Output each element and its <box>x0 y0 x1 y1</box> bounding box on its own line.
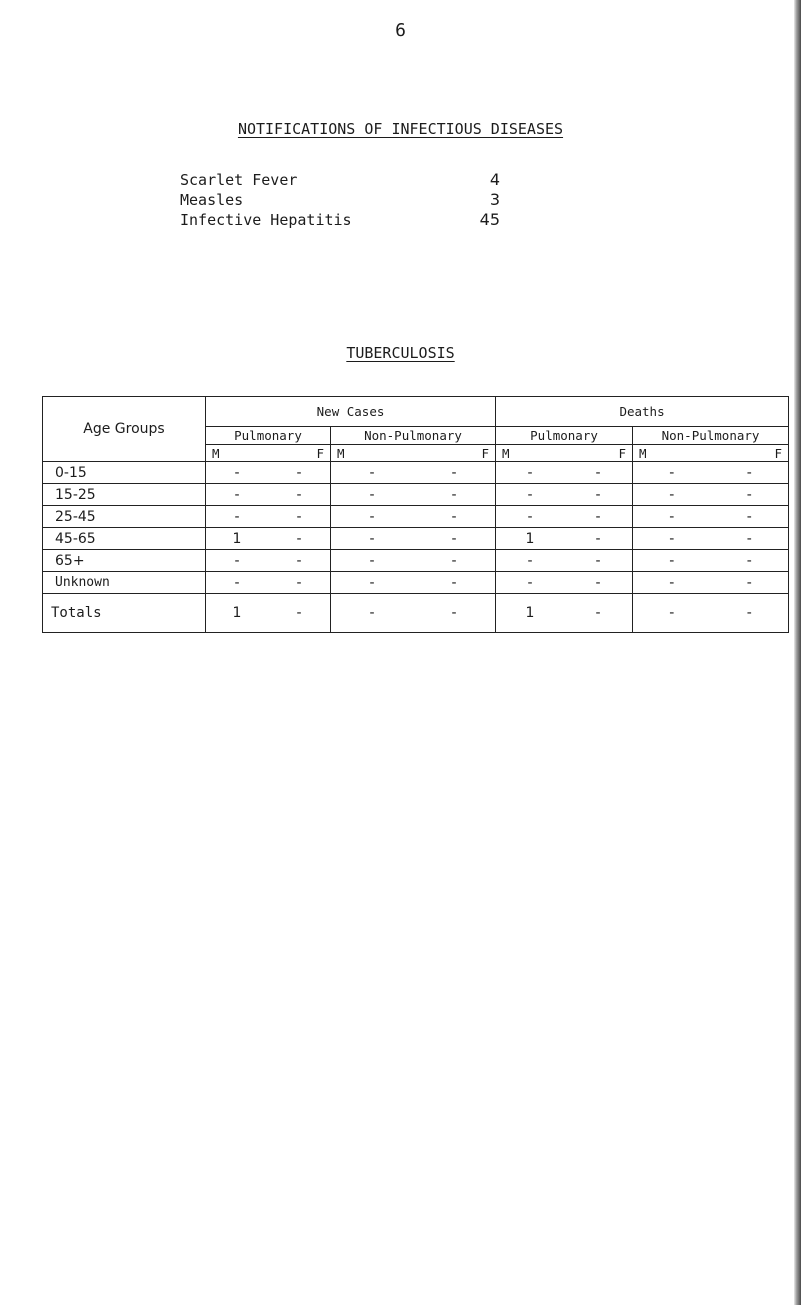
disease-name: Infective Hepatitis <box>180 211 352 229</box>
table-row <box>43 462 789 484</box>
male-label: M <box>212 445 220 461</box>
value-f: - <box>595 605 601 621</box>
deaths-header: Deaths <box>496 397 789 427</box>
value-m: - <box>369 574 375 591</box>
value-f: - <box>746 574 752 591</box>
list-item <box>180 210 500 230</box>
male-label: M <box>639 445 647 461</box>
male-label: M <box>502 445 510 461</box>
new-pulmonary-cell <box>206 528 331 550</box>
value-f: - <box>296 552 302 569</box>
new-non-pulmonary-cell <box>331 506 496 528</box>
scan-edge-shadow <box>794 0 801 1305</box>
value-f: - <box>296 508 302 525</box>
table-row <box>43 528 789 550</box>
new-pulmonary-cell <box>206 594 331 633</box>
tuberculosis-title: TUBERCULOSIS <box>346 344 455 362</box>
value-m: - <box>669 464 675 481</box>
value-m: - <box>669 574 675 591</box>
value-f: - <box>296 486 302 503</box>
value-m: - <box>369 552 375 569</box>
value-f: - <box>746 486 752 503</box>
new-non-pulmonary-cell <box>331 572 496 594</box>
value-f: - <box>451 530 457 547</box>
deaths-non-pulmonary-cell <box>633 594 789 633</box>
deaths-pulmonary-cell <box>496 594 633 633</box>
value-f: - <box>746 605 752 621</box>
deaths-pulmonary-cell <box>496 484 633 506</box>
new-non-pulmonary-cell <box>331 550 496 572</box>
value-m: - <box>669 605 675 621</box>
age-group-label: 65+ <box>43 550 206 572</box>
value-f: - <box>746 464 752 481</box>
new-pulmonary-cell <box>206 550 331 572</box>
sex-header <box>206 445 331 462</box>
new-pulmonary-cell <box>206 572 331 594</box>
list-item <box>180 170 500 190</box>
value-f: - <box>451 552 457 569</box>
table-row <box>43 572 789 594</box>
deaths-pulmonary-cell <box>496 572 633 594</box>
value-f: - <box>296 605 302 621</box>
value-m: 1 <box>525 605 535 621</box>
deaths-pulmonary-cell <box>496 506 633 528</box>
new-non-pulmonary-cell <box>331 528 496 550</box>
age-group-label: 15-25 <box>43 484 206 506</box>
value-m: - <box>669 486 675 503</box>
new-non-pulmonary-cell <box>331 594 496 633</box>
value-f: - <box>595 464 601 481</box>
value-f: - <box>746 508 752 525</box>
age-groups-header: Age Groups <box>43 397 206 462</box>
value-m: - <box>234 508 240 525</box>
new-pulmonary-cell <box>206 484 331 506</box>
totals-label: Totals <box>43 594 206 633</box>
value-m: - <box>527 552 533 569</box>
value-m: - <box>369 530 375 547</box>
sex-header <box>496 445 633 462</box>
value-m: - <box>234 574 240 591</box>
deaths-pulmonary-cell <box>496 528 633 550</box>
new-pulmonary-cell <box>206 506 331 528</box>
age-group-label: 0-15 <box>43 462 206 484</box>
totals-row <box>43 594 789 633</box>
value-f: - <box>296 574 302 591</box>
value-f: - <box>746 530 752 547</box>
male-label: M <box>337 445 345 461</box>
age-group-label: Unknown <box>43 572 206 594</box>
value-f: - <box>595 486 601 503</box>
deaths-pulmonary-cell <box>496 550 633 572</box>
deaths-non-pulmonary-cell <box>633 484 789 506</box>
disease-count: 45 <box>479 210 500 229</box>
age-group-label: 45-65 <box>43 528 206 550</box>
tuberculosis-table <box>42 396 789 633</box>
deaths-non-pulmonary-cell <box>633 528 789 550</box>
value-f: - <box>746 552 752 569</box>
page-number: 6 <box>395 20 406 41</box>
tuberculosis-heading <box>0 344 801 362</box>
value-m: - <box>669 530 675 547</box>
notifications-list <box>180 170 500 230</box>
value-m: - <box>234 464 240 481</box>
value-m: - <box>234 552 240 569</box>
pulmonary-header: Pulmonary <box>206 427 331 445</box>
female-label: F <box>316 445 324 461</box>
new-non-pulmonary-cell <box>331 484 496 506</box>
value-f: - <box>595 574 601 591</box>
value-f: - <box>595 530 601 547</box>
table-row <box>43 550 789 572</box>
disease-name: Scarlet Fever <box>180 171 298 189</box>
value-m: 1 <box>232 530 242 547</box>
value-m: - <box>369 508 375 525</box>
value-f: - <box>451 486 457 503</box>
value-f: - <box>451 464 457 481</box>
disease-name: Measles <box>180 191 244 209</box>
sex-header <box>331 445 496 462</box>
value-f: - <box>595 508 601 525</box>
value-f: - <box>595 552 601 569</box>
female-label: F <box>774 445 783 461</box>
disease-count: 3 <box>489 190 500 209</box>
value-f: - <box>296 464 302 481</box>
notifications-title: NOTIFICATIONS OF INFECTIOUS DISEASES <box>237 120 564 138</box>
value-m: - <box>369 605 375 621</box>
value-m: 1 <box>232 605 242 621</box>
value-f: - <box>451 605 457 621</box>
value-m: 1 <box>525 530 535 547</box>
new-non-pulmonary-cell <box>331 462 496 484</box>
new-cases-header: New Cases <box>206 397 496 427</box>
value-m: - <box>669 508 675 525</box>
table-row <box>43 484 789 506</box>
value-m: - <box>527 508 533 525</box>
value-m: - <box>369 486 375 503</box>
list-item <box>180 190 500 210</box>
sex-header <box>633 445 789 462</box>
value-f: - <box>296 530 302 547</box>
table-row <box>43 506 789 528</box>
value-m: - <box>527 464 533 481</box>
deaths-non-pulmonary-cell <box>633 550 789 572</box>
female-label: F <box>481 445 490 461</box>
value-f: - <box>451 574 457 591</box>
pulmonary-header: Pulmonary <box>496 427 633 445</box>
deaths-pulmonary-cell <box>496 462 633 484</box>
value-m: - <box>527 486 533 503</box>
value-m: - <box>369 464 375 481</box>
value-f: - <box>451 508 457 525</box>
new-pulmonary-cell <box>206 462 331 484</box>
notifications-heading <box>0 120 801 138</box>
value-m: - <box>669 552 675 569</box>
female-label: F <box>618 445 627 461</box>
non-pulmonary-header: Non-Pulmonary <box>633 427 789 445</box>
deaths-non-pulmonary-cell <box>633 506 789 528</box>
value-m: - <box>234 486 240 503</box>
non-pulmonary-header: Non-Pulmonary <box>331 427 496 445</box>
deaths-non-pulmonary-cell <box>633 462 789 484</box>
disease-count: 4 <box>489 170 500 189</box>
age-group-label: 25-45 <box>43 506 206 528</box>
deaths-non-pulmonary-cell <box>633 572 789 594</box>
value-m: - <box>527 574 533 591</box>
